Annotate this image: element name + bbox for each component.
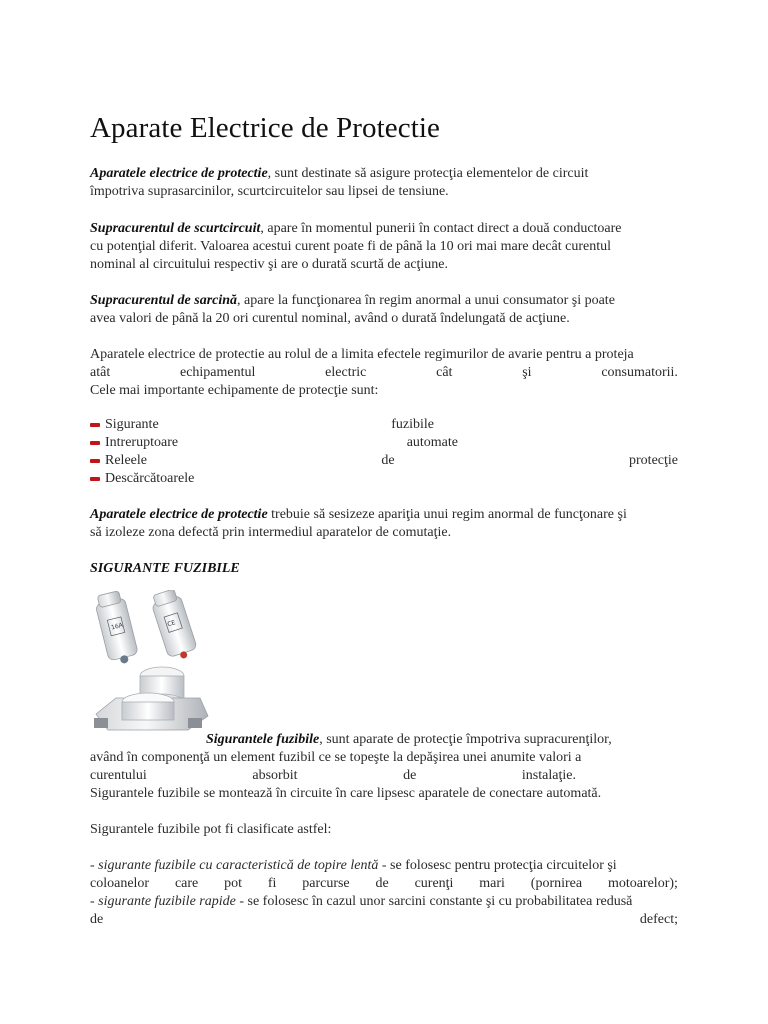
paragraph-fuse-types: - sigurante fuzibile cu caracteristică de topire lentă - se folosesc pentru protecţia circuitelor şi coloanelor care pot fi parcurse de curenţi mari (pornirea motoarelor); - sigurante fuzibile rapide - se folosesc în cazul unor sarcini constante şi cu probabilitatea redusă de defect; bbox=[90, 858, 678, 927]
section-heading: SIGURANTE FUZIBILE bbox=[90, 561, 240, 576]
italic-term: sigurante fuzibile rapide bbox=[98, 894, 236, 909]
paragraph-intro: Aparatele electrice de protectie, sunt destinate să asigure protecţia elementelor de circuit împotriva suprasarcinilor, scurtcircuitelor sau lipsei de tensiune. bbox=[90, 166, 589, 199]
svg-text:16A: 16A bbox=[110, 621, 124, 632]
list-item: Intreruptoare automate bbox=[90, 434, 678, 452]
bold-term: Aparatele electrice de protectie bbox=[90, 166, 268, 181]
paragraph-overload: Supracurentul de sarcină, apare la funcţionarea în regim anormal a unui consumator şi poate avea valori de până la 20 ori curentul nominal, având o durată îndelungată de acţiune. bbox=[90, 293, 615, 326]
justified-line: de defect; bbox=[90, 912, 678, 927]
red-dash-icon bbox=[90, 477, 100, 481]
bold-term: Aparatele electrice de protectie bbox=[90, 507, 268, 522]
justified-line: curentului absorbit de instalaţie. bbox=[90, 768, 576, 783]
red-dash-icon bbox=[90, 441, 100, 445]
equipment-list bbox=[90, 416, 678, 488]
red-dash-icon bbox=[90, 459, 100, 463]
bold-term: Supracurentul de scurtcircuit bbox=[90, 221, 261, 236]
fuse-photo bbox=[88, 590, 210, 740]
list-item: Descărcătoarele bbox=[90, 470, 678, 488]
paragraph-short-circuit: Supracurentul de scurtcircuit, apare în momentul punerii în contact direct a două conductoare cu potenţial diferit. Valoarea acestui curent poate fi de până la 10 ori mai mare decât curentul nominal al circuitului respectiv şi are o durată scurtă de acţiune. bbox=[90, 221, 622, 272]
list-item: Sigurante fuzibile bbox=[90, 416, 678, 434]
bold-term: Sigurantele fuzibile bbox=[206, 732, 320, 747]
svg-text:CE: CE bbox=[166, 619, 177, 629]
paragraph-classification: Sigurantele fuzibile pot fi clasificate astfel: bbox=[90, 822, 332, 837]
list-item: Releele de protecţie bbox=[90, 452, 678, 470]
paragraph-role: Aparatele electrice de protectie au rolul de a limita efectele regimurilor de avarie pentru a proteja atât echipamentul electric cât şi consumatorii. Cele mai importante echipamente de protecţie sunt: bbox=[90, 347, 678, 398]
italic-term: sigurante fuzibile cu caracteristică de topire lentă bbox=[98, 858, 379, 873]
paragraph-function: Aparatele electrice de protectie trebuie să sesizeze apariţia unui regim anormal de funcţonare şi să izoleze zona defectă prin intermediul aparatelor de comutaţie. bbox=[90, 507, 627, 540]
justified-line: atât echipamentul electric cât şi consumatorii. bbox=[90, 365, 678, 380]
red-dash-icon bbox=[90, 423, 100, 427]
justified-line: coloanelor care pot fi parcurse de curenţi mari (pornirea motoarelor); bbox=[90, 876, 678, 891]
bold-term: Supracurentul de sarcină bbox=[90, 293, 238, 308]
paragraph-fuse-definition: Sigurantele fuzibile, sunt aparate de protecţie împotriva supracurenţilor, având în componenţă un element fuzibil ce se topeşte la depăşirea unei anumite valori a curentului absorbit de instalaţie. Sigurantele fuzibile se montează în circuite în care lipsesc aparatele de conectare automată. bbox=[90, 731, 678, 803]
page-title: Aparate Electrice de Protectie bbox=[90, 112, 440, 144]
